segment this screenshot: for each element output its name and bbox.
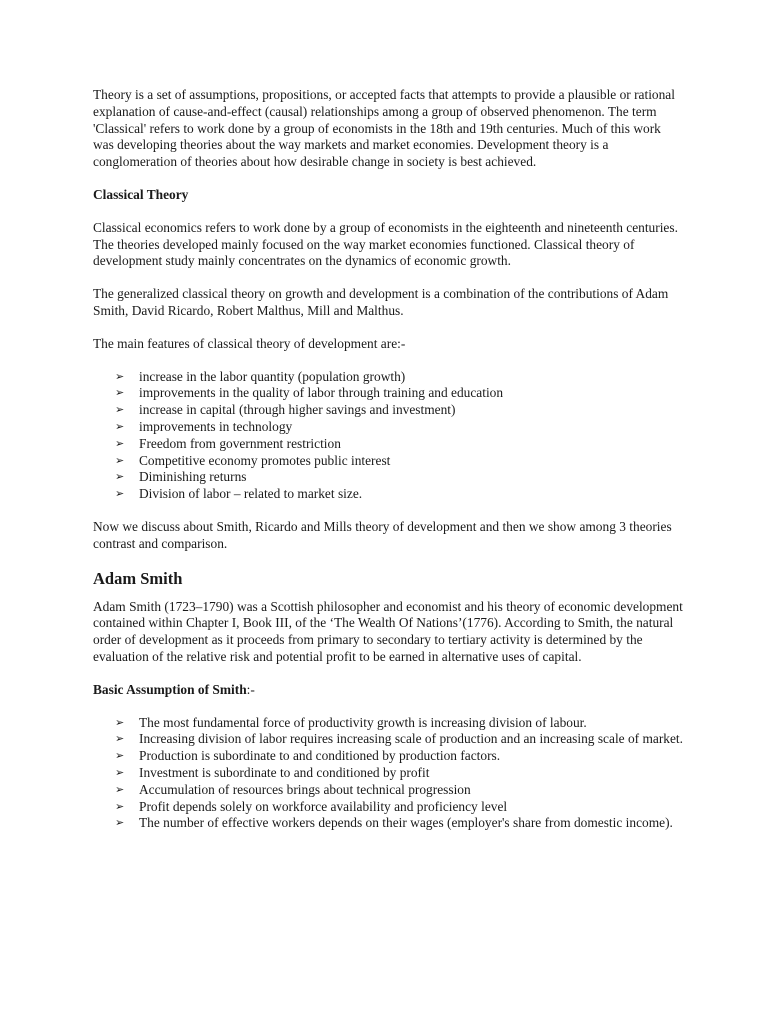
adam-smith-paragraph: Adam Smith (1723–1790) was a Scottish philosopher and economist and his theory of economic development contained within Chapter I, Book III, of the ‘The Wealth Of Nations’(1776). According to Smith, the natural order of development as it proceeds from primary to secondary to tertiary activity is determined by the evaluation of the relative risk and potential profit to be earned in alternative uses of capital. xyxy=(93,598,683,664)
list-item: ➢ Freedom from government restriction xyxy=(115,435,341,451)
arrowhead-bullet-icon: ➢ xyxy=(115,749,125,763)
arrowhead-bullet-icon: ➢ xyxy=(115,816,125,830)
arrowhead-bullet-icon: ➢ xyxy=(115,403,125,417)
arrowhead-bullet-icon: ➢ xyxy=(115,453,125,467)
list-item: ➢ increase in capital (through higher savings and investment) xyxy=(115,402,456,418)
arrowhead-bullet-icon: ➢ xyxy=(115,436,125,450)
list-item: ➢ Division of labor – related to market size. xyxy=(115,486,363,502)
classical-theory-heading: Classical Theory xyxy=(93,186,189,202)
list-item: ➢ Accumulation of resources brings about technical progression xyxy=(115,781,471,797)
list-item: ➢ Profit depends solely on workforce availability and proficiency level xyxy=(115,798,508,814)
list-item: ➢ The most fundamental force of productivity growth is increasing division of labour. xyxy=(115,714,587,730)
features-intro: The main features of classical theory of development are:- xyxy=(93,335,406,351)
arrowhead-bullet-icon: ➢ xyxy=(115,782,125,796)
list-item: ➢ The number of effective workers depends on their wages (employer's share from domestic income). xyxy=(115,815,673,831)
arrowhead-bullet-icon: ➢ xyxy=(115,386,125,400)
list-item: ➢ Competitive economy promotes public interest xyxy=(115,452,391,468)
features-list xyxy=(93,369,683,503)
classical-paragraph-1: Classical economics refers to work done by a group of economists in the eighteenth and nineteenth centuries. The theories developed mainly focused on the way market economies functioned. Classical theory of development study mainly concentrates on the dynamics of economic growth. xyxy=(93,219,678,269)
transition-paragraph: Now we discuss about Smith, Ricardo and Mills theory of development and then we show among 3 theories contrast and comparison. xyxy=(93,518,672,551)
arrowhead-bullet-icon: ➢ xyxy=(115,715,125,729)
arrowhead-bullet-icon: ➢ xyxy=(115,369,125,383)
list-item: ➢ Production is subordinate to and conditioned by production factors. xyxy=(115,748,501,764)
list-item: ➢ improvements in technology xyxy=(115,418,293,434)
basic-assumption-suffix: :- xyxy=(246,681,255,697)
list-item: ➢ Increasing division of labor requires increasing scale of production and an increasing scale of market. xyxy=(115,731,683,747)
arrowhead-bullet-icon: ➢ xyxy=(115,765,125,779)
document-page xyxy=(93,87,683,848)
basic-assumption-label: Basic Assumption of Smith xyxy=(93,681,247,697)
list-item: ➢ Diminishing returns xyxy=(115,469,247,485)
arrowhead-bullet-icon: ➢ xyxy=(115,732,125,746)
arrowhead-bullet-icon: ➢ xyxy=(115,419,125,433)
arrowhead-bullet-icon: ➢ xyxy=(115,487,125,501)
arrowhead-bullet-icon: ➢ xyxy=(115,470,125,484)
basic-assumption-heading xyxy=(93,682,683,699)
adam-smith-heading: Adam Smith xyxy=(93,568,183,588)
assumptions-list xyxy=(93,715,683,833)
classical-paragraph-2: The generalized classical theory on growth and development is a combination of the contributions of Adam Smith, David Ricardo, Robert Malthus, Mill and Malthus. xyxy=(93,286,669,318)
intro-paragraph: Theory is a set of assumptions, propositions, or accepted facts that attempts to provide a plausible or rational explanation of cause-and-effect (causal) relationships among a group of observed phenomenon. The term 'Classical' refers to work done by a group of economists in the 18th and 19th centuries. Much of this work was developing theories about the way markets and market economies. Development theory is a conglomeration of theories about how desirable change in society is best achieved. xyxy=(93,87,675,170)
list-item: ➢ increase in the labor quantity (population growth) xyxy=(115,368,406,384)
list-item: ➢ improvements in the quality of labor through training and education xyxy=(115,385,504,401)
arrowhead-bullet-icon: ➢ xyxy=(115,799,125,813)
list-item: ➢ Investment is subordinate to and conditioned by profit xyxy=(115,764,430,780)
